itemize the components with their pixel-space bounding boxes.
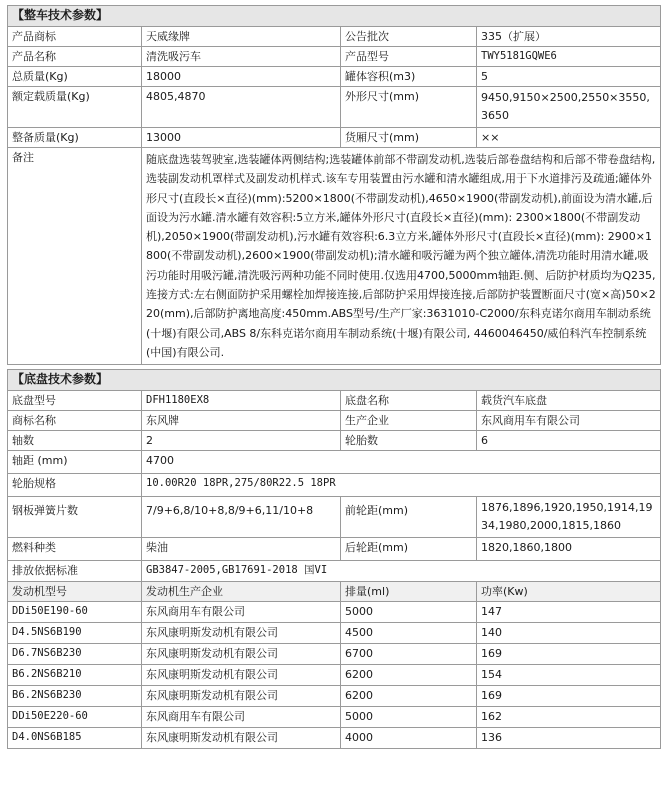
field-value: ×× [477, 128, 661, 148]
field-value: 6 [477, 431, 661, 451]
engine-power: 147 [477, 602, 661, 623]
field-value: 18000 [142, 67, 341, 87]
engine-model: DDi50E220-60 [8, 707, 142, 728]
engine-power: 154 [477, 665, 661, 686]
field-label: 罐体容积(m3) [341, 67, 477, 87]
table-row [8, 411, 661, 431]
engine-maker: 东风康明斯发动机有限公司 [142, 686, 341, 707]
column-header: 排量(ml) [341, 582, 477, 602]
engine-displacement: 4000 [341, 728, 477, 749]
engine-row [8, 728, 661, 749]
field-value: 2 [142, 431, 341, 451]
engine-row [8, 602, 661, 623]
field-label: 公告批次 [341, 27, 477, 47]
field-value: 9450,9150×2500,2550×3550,3650 [477, 87, 661, 128]
engine-model: B6.2NS6B230 [8, 686, 142, 707]
field-value: 7/9+6,8/10+8,8/9+6,11/10+8 [142, 497, 341, 538]
field-label: 排放依据标准 [8, 561, 142, 582]
engine-maker: 东风康明斯发动机有限公司 [142, 728, 341, 749]
engine-row [8, 707, 661, 728]
engine-row [8, 623, 661, 644]
field-value: 东风商用车有限公司 [477, 411, 661, 431]
engine-power: 140 [477, 623, 661, 644]
table-row [8, 538, 661, 561]
field-label: 后轮距(mm) [341, 538, 477, 561]
engine-row [8, 644, 661, 665]
vehicle-section-header [8, 6, 661, 27]
engine-maker: 东风商用车有限公司 [142, 602, 341, 623]
field-value: 4700 [142, 451, 661, 474]
field-label: 前轮距(mm) [341, 497, 477, 538]
field-value: DFH1180EX8 [142, 391, 341, 411]
engine-power: 169 [477, 686, 661, 707]
column-header: 发动机生产企业 [142, 582, 341, 602]
field-label: 整备质量(Kg) [8, 128, 142, 148]
engine-model: D4.5NS6B190 [8, 623, 142, 644]
table-row [8, 67, 661, 87]
column-header: 发动机型号 [8, 582, 142, 602]
field-label: 燃料种类 [8, 538, 142, 561]
field-value: 清洗吸污车 [142, 47, 341, 67]
field-label: 底盘型号 [8, 391, 142, 411]
engine-power: 136 [477, 728, 661, 749]
engine-maker: 东风康明斯发动机有限公司 [142, 644, 341, 665]
field-value: 13000 [142, 128, 341, 148]
field-label: 轮胎数 [341, 431, 477, 451]
field-label: 生产企业 [341, 411, 477, 431]
table-row [8, 27, 661, 47]
field-label: 轮胎规格 [8, 474, 142, 497]
spec-sheet [7, 5, 660, 749]
field-value: TWY5181GQWE6 [477, 47, 661, 67]
table-row [8, 451, 661, 474]
field-label: 商标名称 [8, 411, 142, 431]
table-row [8, 497, 661, 538]
table-row [8, 128, 661, 148]
field-label: 额定载质量(Kg) [8, 87, 142, 128]
field-value: 5 [477, 67, 661, 87]
field-value: 4805,4870 [142, 87, 341, 128]
spec-table [7, 5, 661, 749]
field-value: 东风牌 [142, 411, 341, 431]
engine-maker: 东风康明斯发动机有限公司 [142, 665, 341, 686]
engine-model: DDi50E190-60 [8, 602, 142, 623]
vehicle-section-title: 【整车技术参数】 [8, 6, 661, 27]
engine-maker: 东风康明斯发动机有限公司 [142, 623, 341, 644]
chassis-section-title: 【底盘技术参数】 [8, 370, 661, 391]
engine-power: 169 [477, 644, 661, 665]
field-label: 轴距 (mm) [8, 451, 142, 474]
column-header: 功率(Kw) [477, 582, 661, 602]
engine-model: D4.0NS6B185 [8, 728, 142, 749]
field-label: 钢板弹簧片数 [8, 497, 142, 538]
remark-label: 备注 [8, 148, 142, 365]
table-row [8, 561, 661, 582]
field-value: GB3847-2005,GB17691-2018 国VI [142, 561, 661, 582]
field-label: 底盘名称 [341, 391, 477, 411]
engine-row [8, 686, 661, 707]
field-value: 335（扩展） [477, 27, 661, 47]
field-label: 产品型号 [341, 47, 477, 67]
field-label: 轴数 [8, 431, 142, 451]
table-row [8, 87, 661, 128]
field-value: 天威缘牌 [142, 27, 341, 47]
table-row [8, 474, 661, 497]
table-row [8, 431, 661, 451]
field-value: 载货汽车底盘 [477, 391, 661, 411]
engine-row [8, 665, 661, 686]
engine-maker: 东风商用车有限公司 [142, 707, 341, 728]
field-label: 产品名称 [8, 47, 142, 67]
engine-rows [8, 602, 661, 749]
engine-displacement: 6200 [341, 665, 477, 686]
field-label: 外形尺寸(mm) [341, 87, 477, 128]
field-value: 柴油 [142, 538, 341, 561]
engine-displacement: 4500 [341, 623, 477, 644]
engine-displacement: 6200 [341, 686, 477, 707]
field-value: 1820,1860,1800 [477, 538, 661, 561]
engine-displacement: 6700 [341, 644, 477, 665]
engine-displacement: 5000 [341, 707, 477, 728]
field-label: 货厢尺寸(mm) [341, 128, 477, 148]
engine-model: B6.2NS6B210 [8, 665, 142, 686]
field-value: 10.00R20 18PR,275/80R22.5 18PR [142, 474, 661, 497]
field-label: 总质量(Kg) [8, 67, 142, 87]
engine-header-row [8, 582, 661, 602]
field-label: 产品商标 [8, 27, 142, 47]
chassis-section-header [8, 370, 661, 391]
table-row [8, 47, 661, 67]
table-row [8, 391, 661, 411]
remark-text: 随底盘选装驾驶室,选装罐体两侧结构;选装罐体前部不带副发动机,选装后部卷盘结构和后部不带卷盘结构,选装副发动机罩样式及副发动机样式.该车专用装置由污水罐和清水罐组成,用于下水道排污及疏通;罐体外形尺寸(直段长×直径)(mm):5200×1800(不带副发动机),4650×1900(带副发动机),前面设为清水罐,后面设为污水罐.清水罐有效容积:5立方米,罐体外形尺寸(直段长×直径)(mm): 2300×1800(不带副发动机),2050×1900(带副发动机),污水罐有效容积:6.3立方米,罐体外形尺寸(直段长×直径)(mm): 2900×1800(不带副发动机),2600×1900(带副发动机);清水罐和吸污罐为两个独立罐体,清洗功能时用清水罐,吸污功能时用吸污罐,清洗吸污两种功能不同时使用.仅选用4700,5000mm轴距.侧、后防护材质均为Q235,连接方式:左右侧面防护采用螺栓加焊接连接,后部防护采用焊接连接,后部防护装置断面尺寸(宽×高)50×220(mm),后部防护离地高度:450mm.ABS型号/生产厂家:3631010-C2000/东科克诺尔商用车制动系统(十堰)有限公司,ABS 8/东科克诺尔商用车制动系统(十堰)有限公司, 4460046450/威伯科汽车控制系统(中国)有限公司. [142, 148, 661, 365]
engine-power: 162 [477, 707, 661, 728]
engine-model: D6.7NS6B230 [8, 644, 142, 665]
remark-row [8, 148, 661, 365]
field-value: 1876,1896,1920,1950,1914,1934,1980,2000,1815,1860 [477, 497, 661, 538]
engine-displacement: 5000 [341, 602, 477, 623]
